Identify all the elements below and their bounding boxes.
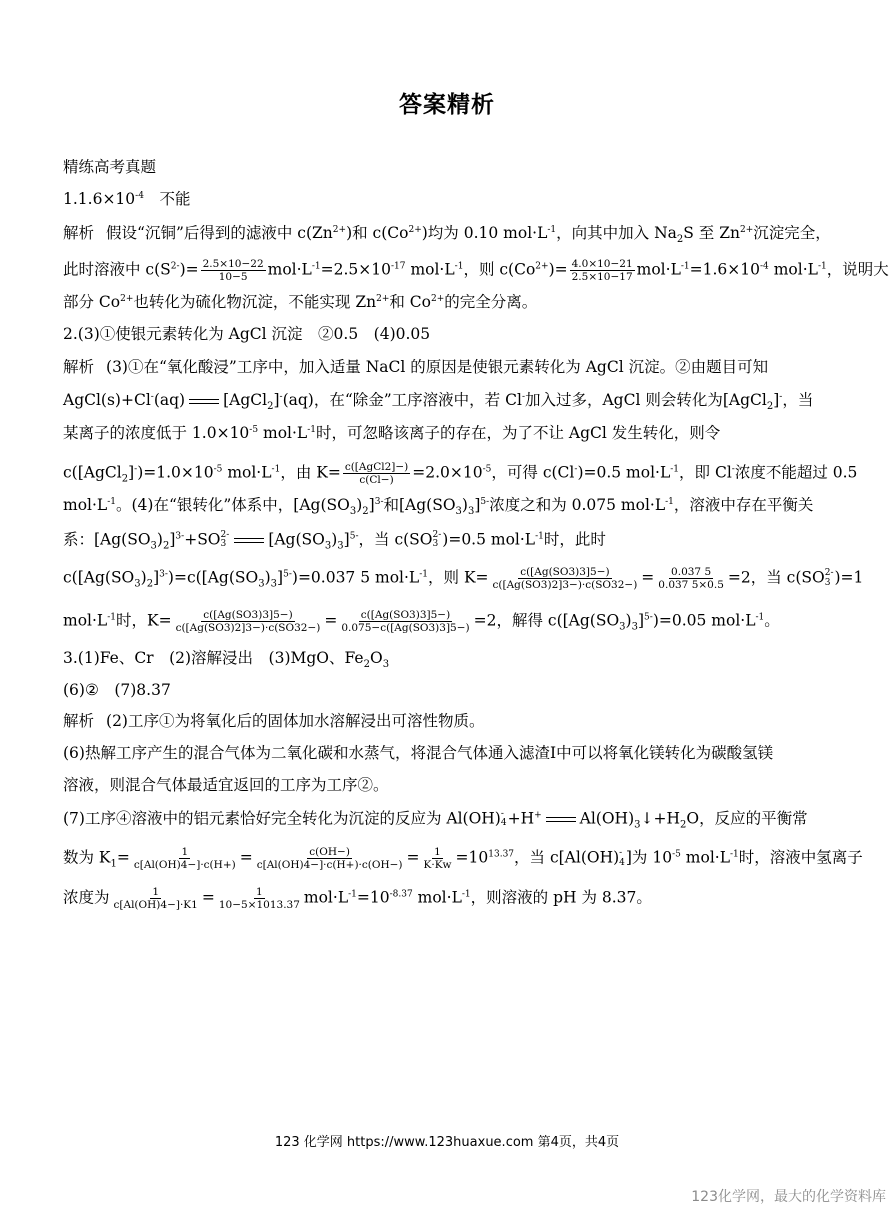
- text-fragment: 某离子的浓度低于 1.0×10: [63, 424, 250, 442]
- text-fragment: -4: [135, 191, 144, 201]
- ion-script: [221, 531, 230, 550]
- text-fragment: -1: [680, 261, 690, 272]
- text-fragment: 2: [680, 819, 687, 831]
- text-fragment: 3: [634, 819, 641, 831]
- text-fragment: -5: [213, 464, 223, 475]
- text-fragment: +SO: [184, 530, 221, 549]
- q3-analysis-line-3: 溶液，则混合气体最适宜返回的工序为工序②。: [63, 776, 389, 794]
- text-fragment: c([AgCl: [63, 463, 122, 482]
- fraction: [201, 258, 266, 283]
- text-fragment: 也转化为硫化物沉淀，不能实现 Zn: [133, 293, 377, 311]
- text-fragment: mol·L: [636, 260, 681, 279]
- text-fragment: 3: [220, 539, 227, 550]
- text-fragment: =2，解得 c([Ag(SO: [473, 611, 620, 630]
- text-fragment: )均为 0.10 mol·L: [421, 224, 548, 242]
- text-fragment: )=1: [834, 568, 864, 587]
- text-fragment: )=0.5 mol·L: [577, 463, 671, 482]
- text-fragment: c[Al(OH)4−]·c(H+)·c(OH−): [256, 859, 403, 872]
- text-fragment: 5-: [349, 531, 359, 542]
- q3-analysis-line-6: [63, 886, 652, 911]
- text-fragment: =: [406, 848, 420, 867]
- text-fragment: 加入过多，AgCl 则会转化为[AgCl: [524, 391, 767, 409]
- text-fragment: 3: [150, 540, 157, 552]
- text-fragment: 浓度之和为 0.075 mol·L: [489, 496, 666, 514]
- text-fragment: ，则 c(Co: [463, 260, 536, 279]
- text-fragment: 2: [267, 401, 274, 412]
- q2-analysis-line-3: [63, 426, 720, 442]
- text-fragment: -1: [454, 261, 464, 272]
- text-fragment: -: [500, 809, 504, 819]
- q2-answer: 2.(3)①使银元素转化为 AgCl 沉淀 ②0.5 (4)0.05: [63, 325, 431, 343]
- text-fragment: 5-: [283, 569, 292, 580]
- text-fragment: K·Kw: [423, 859, 452, 872]
- text-fragment: 2-: [824, 568, 834, 579]
- text-fragment: 浓度不能超过 0.5: [734, 463, 858, 482]
- text-fragment: mol·L: [63, 611, 108, 630]
- text-fragment: 系：[Ag(SO: [63, 530, 151, 549]
- equilibrium-arrow-icon: [189, 398, 219, 405]
- text-fragment: 2.5×10−17: [571, 271, 633, 284]
- text-fragment: c[Al(OH)4−]·K1: [113, 899, 198, 912]
- text-fragment: 2: [362, 506, 369, 517]
- text-fragment: 和[Ag(SO: [383, 496, 456, 514]
- text-fragment: 3: [455, 506, 462, 517]
- text-fragment: ]: [169, 530, 176, 549]
- text-fragment: ，当: [782, 391, 814, 409]
- text-fragment: c([Ag(SO3)3]5−): [203, 609, 293, 621]
- q3-analysis-line-4: [63, 810, 808, 829]
- text-fragment: 。: [764, 611, 780, 630]
- text-fragment: -1: [311, 261, 321, 272]
- text-fragment: 13.37: [488, 849, 515, 860]
- text-fragment: =2，当 c(SO: [727, 568, 825, 587]
- text-fragment: ，说明大: [826, 260, 889, 279]
- fraction: [132, 846, 238, 871]
- text-fragment: 2+: [408, 225, 422, 235]
- text-fragment: -5: [482, 464, 492, 475]
- text-fragment: 3: [270, 578, 278, 590]
- text-fragment: S 至 Zn: [683, 224, 740, 242]
- text-fragment: +: [534, 810, 542, 821]
- text-fragment: -4: [760, 261, 769, 272]
- text-fragment: 此时溶液中 c(S: [63, 260, 171, 279]
- text-fragment: -: [521, 392, 525, 402]
- text-fragment: ，由 K=: [280, 463, 341, 482]
- text-fragment: =10: [356, 888, 390, 907]
- q2-analysis-line-2: [63, 391, 814, 412]
- text-fragment: -1: [535, 531, 544, 542]
- q1-analysis-line-2: [63, 258, 889, 283]
- text-fragment: -: [279, 392, 283, 402]
- text-fragment: mol·L: [222, 463, 272, 482]
- q3-analysis-line-2: (6)热解工序产生的混合气体为二氧化碳和水蒸气，将混合气体通入滤渣Ⅰ中可以将氧化镁转化为碳酸氢镁: [63, 744, 774, 762]
- q2-analysis-line-7: [63, 566, 863, 591]
- text-fragment: 解析: [63, 224, 95, 242]
- text-fragment: ↓+H: [640, 809, 681, 828]
- q3-answer-1: [63, 649, 390, 670]
- text-fragment: 时，溶液中氢离子: [738, 848, 863, 867]
- fraction: [339, 609, 471, 634]
- q1-analysis-line-3: [63, 295, 537, 311]
- text-fragment: -1: [271, 464, 281, 475]
- text-fragment: 2: [146, 578, 154, 590]
- text-fragment: 0.037 5×0.5: [658, 579, 724, 592]
- q3-analysis-line-5: [63, 846, 863, 871]
- text-fragment: 2+: [535, 261, 549, 272]
- text-fragment: c(Cl−): [359, 474, 394, 487]
- text-fragment: ]: [368, 496, 375, 514]
- text-fragment: 1: [152, 886, 160, 898]
- text-fragment: 3.(1)Fe、Cr (2)溶解浸出 (3)MgO、Fe: [63, 649, 364, 667]
- text-fragment: ，溶液中存在平衡关: [673, 496, 814, 514]
- text-fragment: 3: [631, 621, 638, 633]
- text-fragment: 10−5×1013.37: [218, 899, 300, 912]
- text-fragment: mol·L: [680, 848, 730, 867]
- text-fragment: ，向其中加入 Na: [556, 224, 677, 242]
- text-fragment: -1: [755, 612, 765, 623]
- text-fragment: 不能: [159, 190, 191, 208]
- text-fragment: O: [369, 649, 383, 667]
- text-fragment: )=0.05 mol·L: [652, 611, 756, 630]
- text-fragment: 3-: [175, 531, 185, 542]
- text-fragment: =: [116, 848, 130, 867]
- text-fragment: 2+: [431, 294, 445, 304]
- ion-script: [501, 810, 507, 829]
- text-fragment: ): [625, 611, 632, 630]
- text-fragment: 0.037 5: [671, 566, 712, 578]
- text-fragment: ]: [474, 496, 481, 514]
- text-fragment: =1.6×10: [689, 260, 761, 279]
- text-fragment: 2+: [332, 225, 347, 235]
- q2-analysis-line-6: [63, 531, 606, 550]
- text-fragment: =2.0×10: [412, 463, 483, 482]
- text-fragment: -1: [307, 425, 316, 435]
- text-fragment: )=: [548, 260, 568, 279]
- fraction: [255, 846, 405, 871]
- text-fragment: 时，此时: [543, 530, 606, 549]
- text-fragment: (3)①在“氧化酸浸”工序中，加入适量 NaCl 的原因是使银元素转化为 AgCl 沉淀。②由题目可知: [106, 358, 769, 376]
- text-fragment: -8.37: [389, 889, 413, 900]
- text-fragment: =2.5×10: [320, 260, 391, 279]
- text-fragment: c([Ag(SO3)2]3−)·c(SO32−): [175, 622, 321, 635]
- text-fragment: 3: [337, 540, 344, 552]
- text-fragment: 2: [766, 401, 774, 412]
- text-fragment: ]: [273, 391, 280, 409]
- text-fragment: -1: [107, 612, 116, 623]
- text-fragment: 3: [432, 539, 439, 550]
- text-fragment: 1: [181, 846, 189, 858]
- fraction: [491, 566, 640, 591]
- text-fragment: 3: [134, 578, 141, 590]
- q2-analysis-line-5: [63, 496, 814, 517]
- text-fragment: +H: [507, 809, 535, 828]
- text-fragment: mol·L: [258, 424, 308, 442]
- equilibrium-arrow-icon: [234, 537, 264, 544]
- page-title: 答案精析: [399, 92, 495, 118]
- text-fragment: -1: [670, 464, 680, 475]
- text-fragment: ]: [637, 611, 645, 630]
- text-fragment: mol·L: [773, 260, 818, 279]
- text-fragment: =: [641, 568, 655, 587]
- text-fragment: c([Ag(SO3)3]5−): [520, 566, 610, 578]
- text-fragment: ]: [277, 568, 284, 587]
- text-fragment: 假设“沉铜”后得到的滤液中 c(Zn: [106, 224, 333, 242]
- text-fragment: (2)工序①为将氧化后的固体加水溶解浸出可溶性物质。: [106, 712, 485, 730]
- text-fragment: 4.0×10−21: [571, 258, 633, 270]
- text-fragment: -1: [419, 569, 429, 580]
- text-fragment: O，反应的平衡常: [686, 809, 808, 828]
- text-fragment: 3-: [159, 569, 168, 580]
- text-fragment: 2+: [740, 225, 754, 235]
- text-fragment: =: [324, 611, 338, 630]
- text-fragment: -: [574, 464, 578, 475]
- text-fragment: ]: [773, 391, 780, 409]
- text-fragment: c[Al(OH)4−]·c(H+): [133, 859, 236, 872]
- text-fragment: -1: [817, 261, 827, 272]
- section-heading: 精练高考真题: [63, 158, 157, 176]
- text-fragment: =: [239, 848, 253, 867]
- text-fragment: mol·L: [410, 260, 455, 279]
- text-fragment: (aq): [153, 391, 186, 409]
- fraction: [217, 886, 302, 911]
- text-fragment: mol·L: [417, 888, 462, 907]
- text-fragment: 1: [110, 858, 117, 870]
- text-fragment: -5: [249, 425, 259, 435]
- text-fragment: mol·L: [267, 260, 312, 279]
- text-fragment: (aq)，在“除金”工序溶液中，若 Cl: [282, 391, 522, 409]
- text-fragment: ]: [343, 530, 350, 549]
- text-fragment: -: [134, 464, 138, 475]
- ion-script: [619, 849, 625, 868]
- q3-analysis-line-1: [63, 714, 484, 730]
- q2-analysis-line-1: [63, 360, 768, 376]
- text-fragment: 3-: [374, 497, 384, 507]
- text-fragment: 3: [824, 577, 831, 588]
- text-fragment: 2-: [170, 261, 180, 272]
- text-fragment: 沉淀完全，: [753, 224, 831, 242]
- text-fragment: -5: [672, 849, 681, 860]
- text-fragment: 2-: [220, 530, 230, 540]
- text-fragment: AgCl(s)+Cl: [63, 391, 151, 409]
- text-fragment: ): [156, 530, 163, 549]
- ion-script: [433, 531, 442, 550]
- text-fragment: )=1.0×10: [137, 463, 214, 482]
- text-fragment: ，则溶液的 pH 为 8.37。: [470, 888, 652, 907]
- text-fragment: 2-: [432, 530, 442, 540]
- text-fragment: 1.1.6×10: [63, 190, 136, 208]
- text-fragment: ，即 Cl: [679, 463, 732, 482]
- text-fragment: )=c([Ag(SO: [167, 568, 259, 587]
- fraction: [656, 566, 726, 591]
- text-fragment: ): [331, 530, 338, 549]
- text-fragment: =: [201, 888, 215, 907]
- text-fragment: 和 Co: [389, 293, 431, 311]
- text-fragment: -17: [391, 261, 406, 272]
- text-fragment: 5-: [480, 497, 490, 507]
- text-fragment: -1: [547, 225, 557, 235]
- text-fragment: -1: [107, 497, 116, 507]
- equilibrium-arrow-icon: [546, 816, 576, 823]
- text-fragment: 1: [256, 886, 263, 898]
- text-fragment: ): [461, 496, 468, 514]
- text-fragment: )=0.037 5 mol·L: [291, 568, 420, 587]
- text-fragment: ): [264, 568, 271, 587]
- text-fragment: mol·L: [303, 888, 349, 907]
- text-fragment: -: [731, 464, 735, 475]
- text-fragment: )=: [179, 260, 199, 279]
- text-fragment: 0.075−c([Ag(SO3)3]5−): [341, 622, 470, 635]
- text-fragment: ]: [153, 568, 160, 587]
- text-fragment: 2: [162, 540, 170, 552]
- text-fragment: 3: [324, 540, 332, 552]
- text-fragment: -: [779, 392, 783, 402]
- text-fragment: ]为 10: [625, 848, 673, 867]
- page-footer: 123 化学网 https://www.123huaxue.com 第4页，共4页: [274, 1135, 620, 1150]
- fraction: [422, 846, 454, 871]
- text-fragment: 3: [382, 659, 390, 670]
- text-fragment: c([Ag(SO3)3]5−): [360, 609, 451, 621]
- text-fragment: 10−5: [218, 271, 248, 284]
- text-fragment: )=0.5 mol·L: [442, 530, 536, 549]
- text-fragment: 3: [467, 506, 475, 517]
- q2-analysis-line-8: [63, 609, 780, 634]
- text-fragment: 的完全分离。: [444, 293, 538, 311]
- text-fragment: c([Ag(SO: [63, 568, 135, 587]
- text-fragment: 2.5×10−22: [202, 258, 264, 270]
- text-fragment: 3: [349, 506, 357, 517]
- text-fragment: ]: [128, 463, 135, 482]
- text-fragment: 部分 Co: [63, 293, 121, 311]
- text-fragment: ，当 c[Al(OH): [514, 848, 620, 867]
- q3-answer-2: (6)② (7)8.37: [63, 681, 171, 699]
- text-fragment: mol·L: [63, 496, 108, 514]
- text-fragment: 浓度为: [63, 888, 110, 907]
- text-fragment: 2+: [120, 294, 134, 304]
- fraction: [174, 609, 323, 634]
- text-fragment: 2: [676, 234, 684, 245]
- text-fragment: -: [619, 848, 623, 859]
- text-fragment: )和 c(Co: [346, 224, 409, 242]
- fraction: [570, 258, 635, 283]
- text-fragment: -: [150, 392, 154, 402]
- text-fragment: ，则 K=: [428, 568, 489, 587]
- text-fragment: 2+: [376, 294, 390, 304]
- text-fragment: (7)工序④溶液中的铝元素恰好完全转化为沉淀的反应为 Al(OH): [63, 809, 501, 828]
- text-fragment: c(OH−): [309, 846, 350, 858]
- text-fragment: 1: [434, 846, 441, 858]
- text-fragment: 4: [500, 818, 507, 829]
- text-fragment: 4: [619, 857, 625, 868]
- text-fragment: 2: [121, 473, 129, 485]
- text-fragment: 时，K=: [116, 611, 172, 630]
- q1-analysis-line-1: [63, 224, 831, 245]
- watermark: 123化学网，最大的化学资料库: [691, 1189, 886, 1205]
- text-fragment: c([AgCl2]−): [344, 461, 409, 473]
- text-fragment: 解析: [63, 358, 95, 376]
- text-fragment: ，当 c(SO: [358, 530, 433, 549]
- text-fragment: 3: [619, 621, 626, 633]
- text-fragment: [AgCl: [223, 391, 268, 409]
- q2-analysis-line-4: [63, 461, 857, 486]
- text-fragment: -1: [730, 849, 739, 860]
- text-fragment: 时，可忽略该离子的存在，为了不让 AgCl 发生转化，则令: [316, 424, 721, 442]
- text-fragment: c([Ag(SO3)2]3−)·c(SO32−): [492, 579, 638, 592]
- text-fragment: [Ag(SO: [268, 530, 325, 549]
- text-fragment: 数为 K: [63, 848, 111, 867]
- fraction: [112, 886, 200, 911]
- text-fragment: ): [356, 496, 363, 514]
- ion-script: [825, 569, 834, 588]
- fraction: [343, 461, 410, 486]
- text-fragment: ): [140, 568, 147, 587]
- text-fragment: -1: [665, 497, 674, 507]
- text-fragment: 2: [363, 659, 370, 670]
- text-fragment: Al(OH): [579, 809, 635, 828]
- text-fragment: =10: [455, 848, 489, 867]
- text-fragment: 3: [258, 578, 265, 590]
- text-fragment: -1: [348, 889, 357, 900]
- text-fragment: ，可得 c(Cl: [491, 463, 575, 482]
- q1-answer: [63, 192, 190, 208]
- text-fragment: 。(4)在“银转化”体系中，[Ag(SO: [116, 496, 350, 514]
- text-fragment: 解析: [63, 712, 95, 730]
- text-fragment: -1: [461, 889, 471, 900]
- text-fragment: 5-: [644, 612, 653, 623]
